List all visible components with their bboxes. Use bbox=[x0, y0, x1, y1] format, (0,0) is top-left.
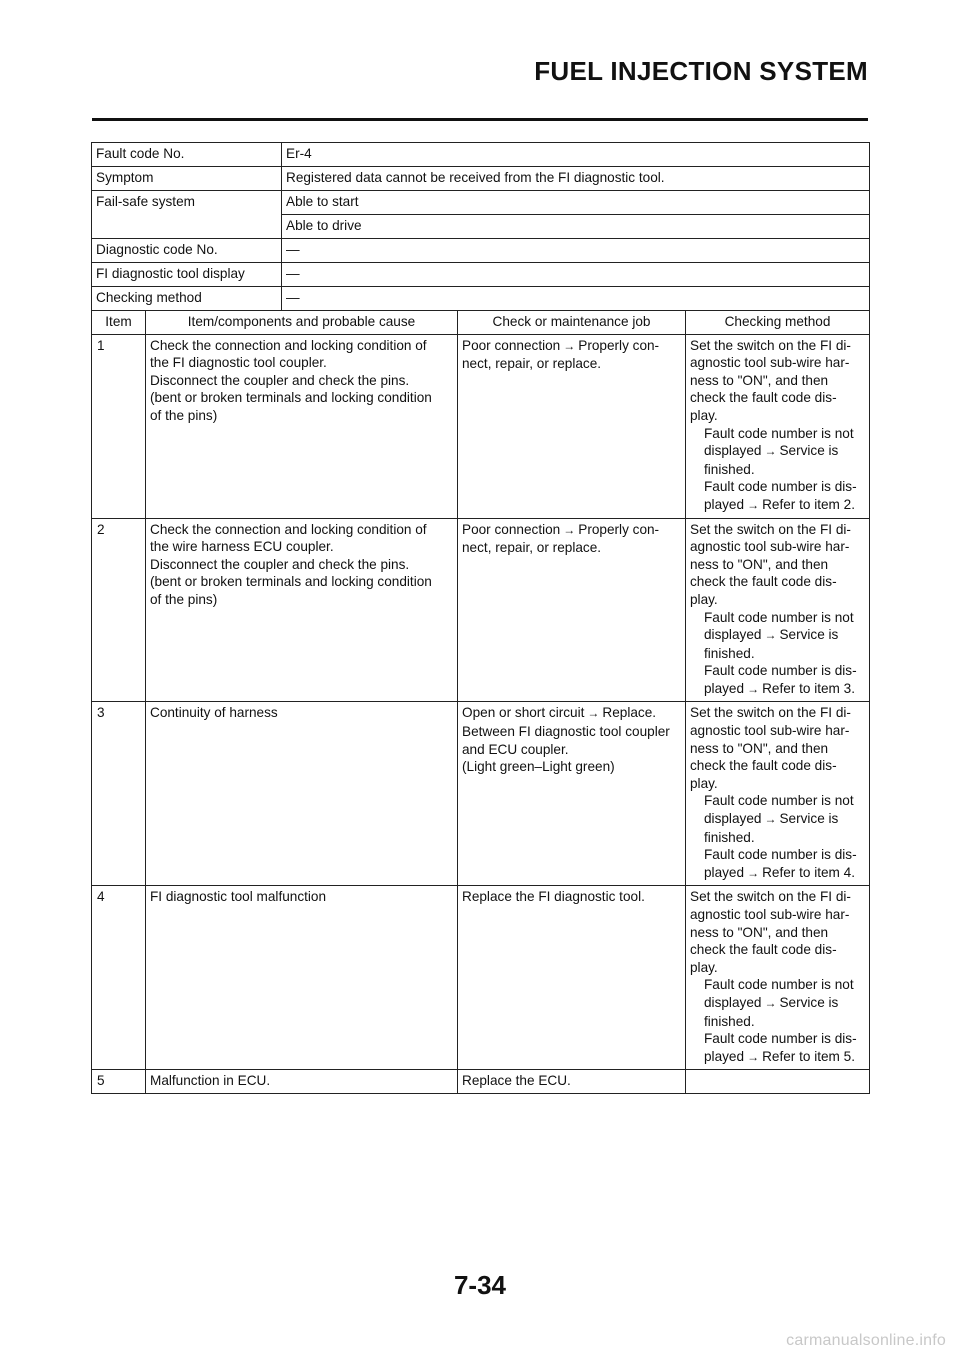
method-line: play. bbox=[690, 775, 718, 791]
method-line: ness to "ON", and then bbox=[690, 740, 829, 756]
failsafe-label: Fail-safe system bbox=[92, 191, 282, 239]
job-text: Open or short circuit bbox=[462, 705, 585, 721]
cause-line: the FI diagnostic tool coupler. bbox=[150, 355, 327, 371]
arrow-icon: → bbox=[764, 995, 777, 1010]
symptom-row bbox=[92, 167, 870, 191]
method-text: played bbox=[704, 496, 745, 512]
method-result-line bbox=[690, 864, 865, 883]
method-result-line: finished. bbox=[704, 1013, 755, 1029]
job-line: Between FI diagnostic tool coupler bbox=[462, 724, 670, 740]
cause-line: Disconnect the coupler and check the pins. bbox=[150, 372, 410, 388]
item-number: 4 bbox=[92, 886, 146, 1070]
cause-line: of the pins) bbox=[150, 407, 218, 423]
cause-line: FI diagnostic tool malfunction bbox=[150, 889, 327, 905]
method-text: Service is bbox=[779, 443, 839, 459]
method-result-line: Fault code number is not bbox=[704, 425, 854, 441]
column-header-cause: Item/components and probable cause bbox=[146, 311, 458, 335]
cause-line: Continuity of harness bbox=[150, 705, 278, 721]
fault-table bbox=[91, 142, 870, 1094]
arrow-icon: → bbox=[764, 628, 777, 643]
method-text: Service is bbox=[779, 994, 839, 1010]
cause-line: of the pins) bbox=[150, 591, 218, 607]
checking-method-row bbox=[92, 287, 870, 311]
checking-method-label: Checking method bbox=[92, 287, 282, 311]
method-result-line bbox=[690, 994, 865, 1013]
maintenance-job-cell bbox=[458, 518, 686, 702]
method-text: Refer to item 3. bbox=[762, 680, 855, 696]
method-result-line: Fault code number is not bbox=[704, 793, 854, 809]
method-result-line bbox=[690, 680, 865, 699]
maintenance-job-cell bbox=[458, 334, 686, 518]
cause-line: (bent or broken terminals and locking condition bbox=[150, 390, 432, 406]
tool-display-label: FI diagnostic tool display bbox=[92, 263, 282, 287]
arrow-icon: → bbox=[563, 338, 576, 353]
failsafe-drive: Able to drive bbox=[282, 215, 870, 239]
method-result-line bbox=[690, 1048, 865, 1067]
symptom-value: Registered data cannot be received from the FI diagnostic tool. bbox=[282, 167, 870, 191]
checking-method-value: — bbox=[282, 287, 870, 311]
method-line: play. bbox=[690, 591, 718, 607]
method-text: Refer to item 5. bbox=[762, 1048, 855, 1064]
method-line: play. bbox=[690, 959, 718, 975]
cause-line: Check the connection and locking condition of bbox=[150, 337, 427, 353]
checking-method-cell bbox=[686, 518, 870, 702]
job-line: and ECU coupler. bbox=[462, 741, 569, 757]
checking-method-cell bbox=[686, 702, 870, 886]
method-text: Refer to item 4. bbox=[762, 864, 855, 880]
method-result-line: finished. bbox=[704, 461, 755, 477]
method-line: agnostic tool sub-wire har- bbox=[690, 723, 850, 739]
column-header-item: Item bbox=[92, 311, 146, 335]
method-result-line: finished. bbox=[704, 645, 755, 661]
diagnostic-code-value: — bbox=[282, 239, 870, 263]
probable-cause-cell bbox=[146, 886, 458, 1070]
job-text: Poor connection bbox=[462, 337, 561, 353]
item-number: 3 bbox=[92, 702, 146, 886]
probable-cause-cell bbox=[146, 518, 458, 702]
probable-cause-cell bbox=[146, 334, 458, 518]
method-result-line: Fault code number is dis- bbox=[704, 663, 857, 679]
job-line bbox=[462, 888, 681, 906]
maintenance-job-cell bbox=[458, 1070, 686, 1094]
probable-cause-cell bbox=[146, 702, 458, 886]
cause-line: (bent or broken terminals and locking condition bbox=[150, 574, 432, 590]
diagnostic-code-label: Diagnostic code No. bbox=[92, 239, 282, 263]
cause-line: Malfunction in ECU. bbox=[150, 1073, 271, 1089]
checking-method-cell bbox=[686, 334, 870, 518]
job-text: Replace the ECU. bbox=[462, 1073, 571, 1089]
method-line: Set the switch on the FI di- bbox=[690, 705, 851, 721]
method-result-line: Fault code number is not bbox=[704, 977, 854, 993]
method-result-line: Fault code number is not bbox=[704, 609, 854, 625]
method-text: Refer to item 2. bbox=[762, 496, 855, 512]
symptom-label: Symptom bbox=[92, 167, 282, 191]
method-line: ness to "ON", and then bbox=[690, 924, 829, 940]
method-result-line: Fault code number is dis- bbox=[704, 847, 857, 863]
checking-method-cell bbox=[686, 886, 870, 1070]
failsafe-start: Able to start bbox=[282, 191, 870, 215]
probable-cause-cell bbox=[146, 1070, 458, 1094]
arrow-icon: → bbox=[587, 706, 600, 721]
job-text: Replace the FI diagnostic tool. bbox=[462, 889, 645, 905]
method-result-line bbox=[690, 442, 865, 461]
method-text: Service is bbox=[779, 811, 839, 827]
method-line: agnostic tool sub-wire har- bbox=[690, 907, 850, 922]
page-number: 7-34 bbox=[453, 1270, 507, 1300]
job-text: Replace. bbox=[602, 705, 657, 721]
job-line bbox=[462, 1072, 681, 1090]
method-line: agnostic tool sub-wire har- bbox=[690, 539, 850, 555]
failsafe-row bbox=[92, 191, 870, 215]
arrow-icon: → bbox=[747, 497, 760, 512]
method-text: played bbox=[704, 1048, 745, 1064]
cause-line: Disconnect the coupler and check the pins. bbox=[150, 556, 410, 572]
method-text: Service is bbox=[779, 627, 839, 643]
method-line: ness to "ON", and then bbox=[690, 556, 829, 572]
fault-code-value: Er-4 bbox=[282, 143, 870, 167]
method-line: agnostic tool sub-wire har- bbox=[690, 355, 850, 371]
fault-code-row bbox=[92, 143, 870, 167]
header-divider bbox=[92, 118, 868, 121]
arrow-icon: → bbox=[764, 812, 777, 827]
method-line: check the fault code dis- bbox=[690, 390, 837, 406]
method-text: displayed bbox=[704, 443, 762, 459]
method-line: Set the switch on the FI di- bbox=[690, 521, 851, 537]
diagnostic-code-row bbox=[92, 239, 870, 263]
method-result-line: Fault code number is dis- bbox=[704, 479, 857, 495]
job-line: nect, repair, or replace. bbox=[462, 356, 602, 372]
arrow-icon: → bbox=[764, 444, 777, 459]
method-line: Set the switch on the FI di- bbox=[690, 337, 851, 353]
arrow-icon: → bbox=[747, 865, 760, 880]
item-number: 2 bbox=[92, 518, 146, 702]
page-title: FUEL INJECTION SYSTEM bbox=[534, 56, 868, 86]
method-line: check the fault code dis- bbox=[690, 942, 837, 958]
cause-line: Check the connection and locking condition of bbox=[150, 521, 427, 537]
maintenance-job-cell bbox=[458, 702, 686, 886]
checking-method-cell bbox=[686, 1070, 870, 1094]
method-text: played bbox=[704, 680, 745, 696]
job-line bbox=[462, 704, 681, 723]
fault-code-label: Fault code No. bbox=[92, 143, 282, 167]
method-line: check the fault code dis- bbox=[690, 758, 837, 774]
tool-display-value: — bbox=[282, 263, 870, 287]
table-row bbox=[92, 334, 870, 518]
table-row bbox=[92, 702, 870, 886]
column-header-method: Checking method bbox=[686, 311, 870, 335]
method-result-line bbox=[690, 496, 865, 515]
job-text: Properly con- bbox=[578, 521, 660, 537]
job-line bbox=[462, 337, 681, 356]
table-row bbox=[92, 518, 870, 702]
method-text: displayed bbox=[704, 627, 762, 643]
arrow-icon: → bbox=[747, 681, 760, 696]
method-line: play. bbox=[690, 407, 718, 423]
column-header-job: Check or maintenance job bbox=[458, 311, 686, 335]
table-row bbox=[92, 886, 870, 1070]
arrow-icon: → bbox=[747, 1049, 760, 1064]
job-line bbox=[462, 521, 681, 540]
item-number: 1 bbox=[92, 334, 146, 518]
job-line: nect, repair, or replace. bbox=[462, 540, 602, 556]
method-line: Set the switch on the FI di- bbox=[690, 889, 851, 905]
watermark: carmanualsonline.info bbox=[786, 1332, 946, 1349]
job-text: Poor connection bbox=[462, 521, 561, 537]
method-text: displayed bbox=[704, 811, 762, 827]
method-line: ness to "ON", and then bbox=[690, 372, 829, 388]
job-text: Properly con- bbox=[578, 337, 660, 353]
method-result-line: finished. bbox=[704, 829, 755, 845]
job-line: (Light green–Light green) bbox=[462, 759, 615, 775]
method-text: displayed bbox=[704, 994, 762, 1010]
item-number: 5 bbox=[92, 1070, 146, 1094]
maintenance-job-cell bbox=[458, 886, 686, 1070]
method-result-line: Fault code number is dis- bbox=[704, 1031, 857, 1047]
method-line: check the fault code dis- bbox=[690, 574, 837, 590]
tool-display-row bbox=[92, 263, 870, 287]
arrow-icon: → bbox=[563, 522, 576, 537]
method-text: played bbox=[704, 864, 745, 880]
table-row bbox=[92, 1070, 870, 1094]
method-result-line bbox=[690, 626, 865, 645]
method-result-line bbox=[690, 810, 865, 829]
column-header-row bbox=[92, 311, 870, 335]
cause-line: the wire harness ECU coupler. bbox=[150, 539, 334, 555]
